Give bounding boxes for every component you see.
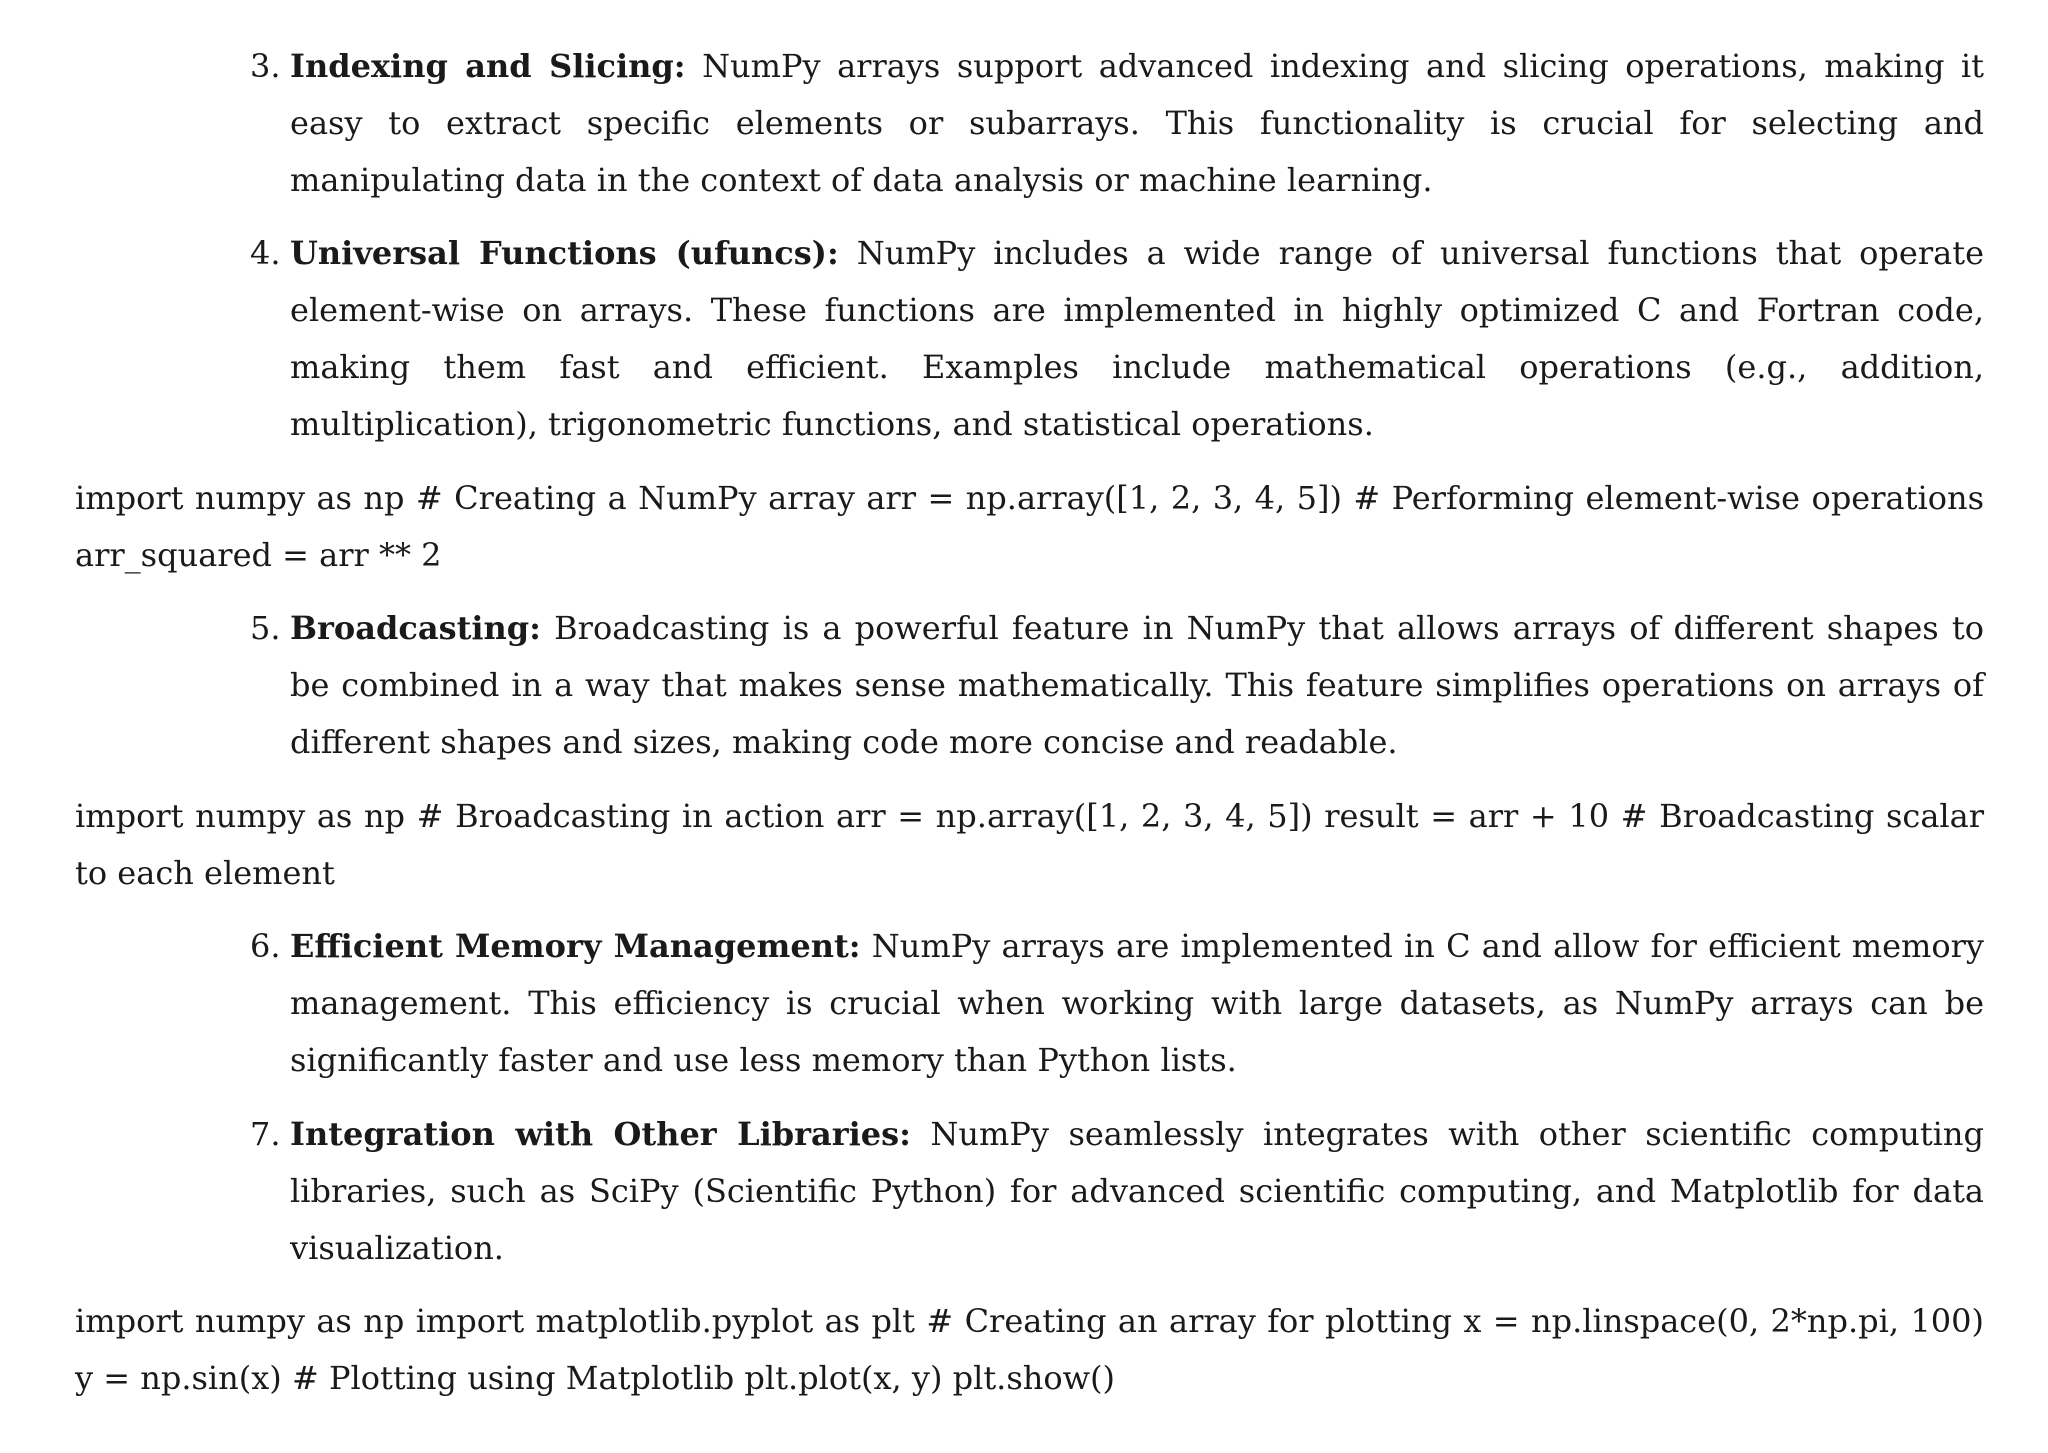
list-item-universal-functions [250, 225, 1985, 453]
list-item-body [254, 1106, 1984, 1277]
list-item-text: NumPy arrays support advanced indexing and slicing operations, making it easy to extract specific elements or subarrays. This functionality is crucial for selecting and manipulating data in the context of data analysis or machine learning. [290, 47, 1985, 199]
list-item-broadcasting [250, 600, 1984, 771]
list-item-term: Integration with Other Libraries: [290, 1115, 911, 1153]
list-item-number: 3. [250, 47, 281, 85]
code-snippet-elementwise: import numpy as np # Creating a NumPy array arr = np.array([1, 2, 3, 4, 5]) # Performing element-wise operations arr_squared = arr ** 2 [75, 479, 1984, 574]
list-item-memory-management [250, 918, 1985, 1089]
list-item-text: Broadcasting is a powerful feature in NumPy that allows arrays of different shapes to be combined in a way that makes sense mathematically. This feature simplifies operations on arrays of different shapes and sizes, making code more concise and readable. [290, 609, 1984, 761]
list-item-body [254, 600, 1984, 771]
code-snippet-broadcasting: import numpy as np # Broadcasting in action arr = np.array([1, 2, 3, 4, 5]) result = arr + 10 # Broadcasting scalar to each element [75, 797, 1984, 892]
list-item-term: Efficient Memory Management: [290, 927, 861, 965]
list-item-text: NumPy arrays are implemented in C and allow for efficient memory management. This efficiency is crucial when working with large datasets, as NumPy arrays can be significantly faster and use less memory than Python lists. [290, 927, 1985, 1079]
list-item-indexing-slicing [250, 38, 1985, 209]
list-item-integration [250, 1106, 1985, 1277]
list-item-body [254, 918, 1984, 1089]
code-snippet-plotting: import numpy as np import matplotlib.pyplot as plt # Creating an array for plotting x = np.linspace(0, 2*np.pi, 100) y = np.sin(x) # Plotting using Matplotlib plt.plot(x, y) plt.show() [75, 1302, 1984, 1397]
list-item-number: 4. [250, 234, 281, 272]
list-item-number: 6. [250, 927, 281, 965]
list-item-text: NumPy seamlessly integrates with other scientific computing libraries, such as SciPy (Scientific Python) for advanced scientific computing, and Matplotlib for data visualization. [290, 1115, 1985, 1267]
list-item-number: 5. [250, 609, 281, 647]
list-item-text: NumPy includes a wide range of universal functions that operate element-wise on arrays. These functions are implemented in highly optimized C and Fortran code, making them fast and efficient. Examples include mathematical operations (e.g., addition, multiplication), trigonometric functions, and statistical operations. [290, 234, 1985, 443]
list-item-term: Indexing and Slicing: [290, 47, 686, 85]
list-item-term: Universal Functions (ufuncs): [290, 234, 839, 272]
list-item-body [254, 38, 1984, 209]
list-item-number: 7. [250, 1115, 281, 1153]
list-item-term: Broadcasting: [290, 609, 541, 647]
list-item-body [254, 225, 1984, 453]
